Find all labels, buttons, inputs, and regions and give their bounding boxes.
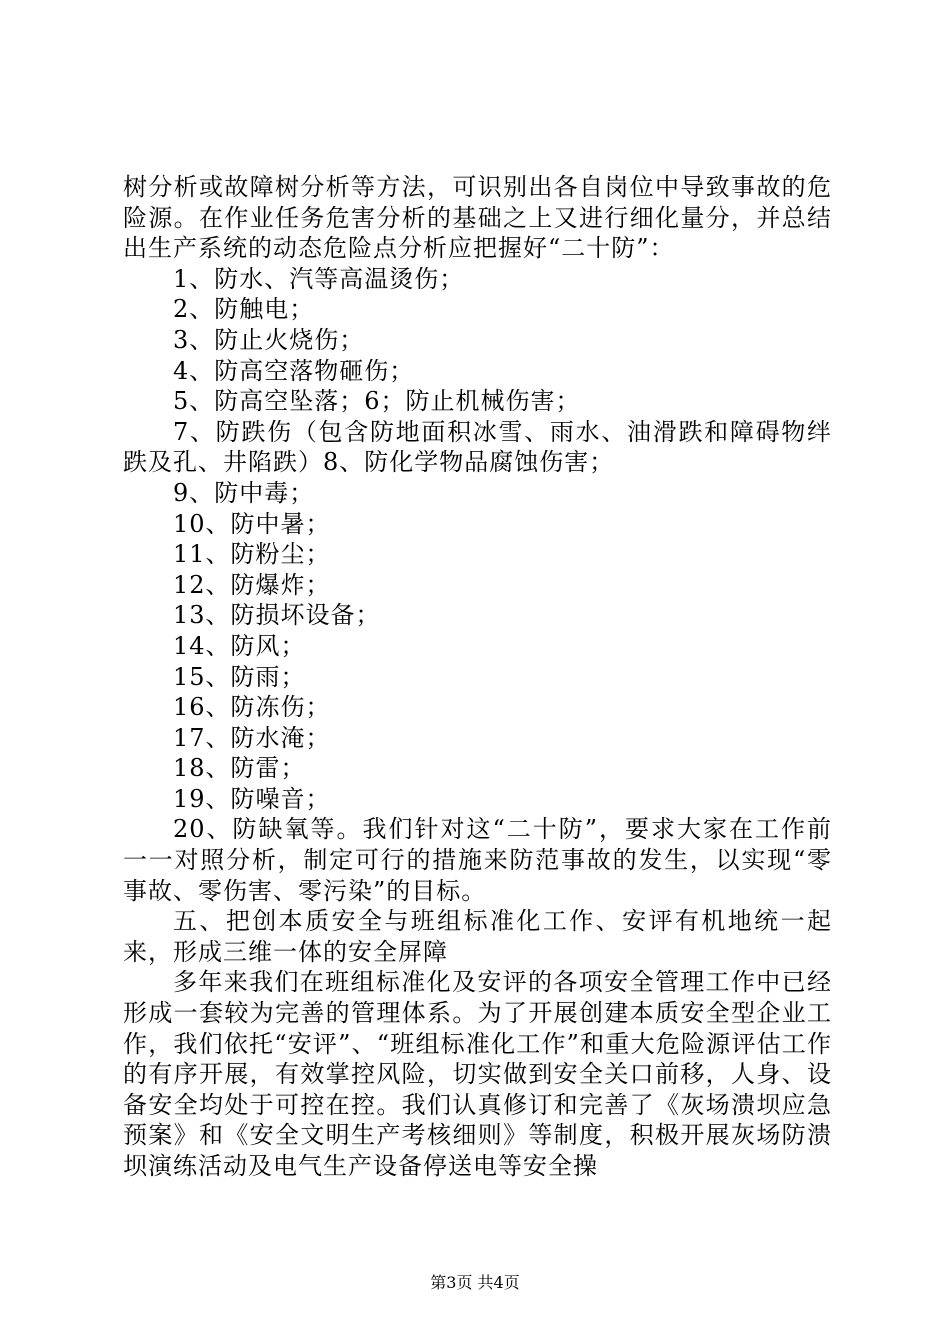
list-item: 1、防水、汽等高温烫伤； xyxy=(173,264,465,293)
list-item: 5、防高空坠落；6；防止机械伤害； xyxy=(173,387,581,416)
list-item: 2、防触电； xyxy=(173,295,315,324)
list-item: 7、防跌伤（包含防地面积冰雪、雨水、油滑跌和障碍物绊跌及孔、井陷跌）8、防化学物品腐蚀伤害； xyxy=(123,417,832,477)
list-item: 18、防雷； xyxy=(173,754,306,783)
list-item: 20、防缺氧等。我们针对这“二十防”，要求大家在工作前一一对照分析，制定可行的措施来防范事故的发生，以实现“零事故、零伤害、零污染”的目标。 xyxy=(123,815,832,905)
list-item: 11、防粉尘； xyxy=(173,540,331,569)
list-item: 19、防噪音； xyxy=(173,784,331,813)
list-item: 12、防爆炸； xyxy=(173,570,331,599)
list-item: 3、防止火烧伤； xyxy=(173,325,365,354)
list-item: 10、防中暑； xyxy=(173,509,331,538)
page-number: 第3页 共4页 xyxy=(430,1273,520,1292)
list-item: 9、防中毒； xyxy=(173,478,315,507)
paragraph-body: 多年来我们在班组标准化及安评的各项安全管理工作中已经形成一套较为完善的管理体系。为了开展创建本质安全型企业工作，我们依托“安评”、“班组标准化工作”和重大危险源评估工作的有序开展，有效掌控风险，切实做到安全关口前移，人身、设备安全均处于可控在控。我们认真修订和完善了《灰场溃坝应急预案》和《安全文明生产考核细则》等制度，积极开展灰场防溃坝演练活动及电气生产设备停送电等安全操 xyxy=(123,968,832,1180)
list-item: 13、防损坏设备； xyxy=(173,601,381,630)
paragraph-intro: 树分析或故障树分析等方法，可识别出各自岗位中导致事故的危险源。在作业任务危害分析的基础之上又进行细化量分，并总结出生产系统的动态危险点分析应把握好“二十防”： xyxy=(123,173,832,263)
list-item: 14、防风； xyxy=(173,631,306,660)
section-heading: 五、把创本质安全与班组标准化工作、安评有机地统一起来，形成三维一体的安全屏障 xyxy=(123,907,832,966)
list-item: 16、防冻伤； xyxy=(173,693,331,722)
list-item: 15、防雨； xyxy=(173,662,306,691)
list-item: 4、防高空落物砸伤； xyxy=(173,356,415,385)
document-body xyxy=(123,172,832,1182)
list-item: 17、防水淹； xyxy=(173,723,331,752)
